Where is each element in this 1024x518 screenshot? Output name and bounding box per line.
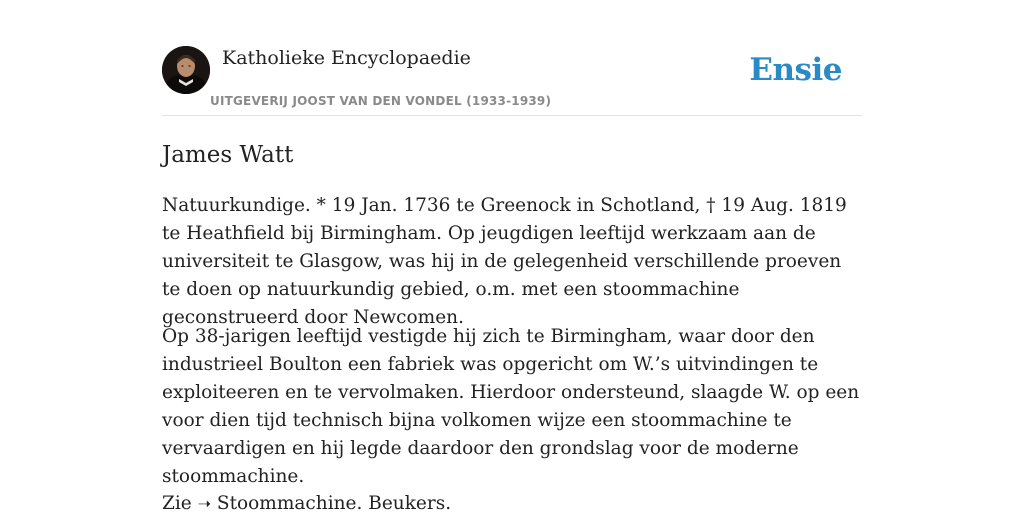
brand-logo[interactable]: Ensie	[749, 52, 842, 88]
portrait-icon	[162, 46, 210, 94]
entry-paragraph: Op 38-jarigen leeftijd vestigde hij zich te Birmingham, waar door den industrieel Boulton een fabriek was opgericht om W.’s uitvindingen te exploiteeren en te vervolmaken. Hierdoor ondersteund, slaagde W. op een voor dien tijd technisch bijna volkomen wijze een stoommachine te vervaardigen en hij legde daardoor den grondslag voor de moderne stoommachine.	[162, 326, 860, 487]
entry-paragraph: Natuurkundige. * 19 Jan. 1736 te Greenock in Schotland, † 19 Aug. 1819 te Heathfield bij Birmingham. Op jeugdigen leeftijd werkzaam aan de universiteit te Glasgow, was hij in de gelegenheid verschillende proeven te doen op natuurkundig gebied, o.m. met een stoommachine geconstrueerd door Newcomen.	[162, 195, 847, 328]
source-header	[162, 0, 862, 116]
source-avatar[interactable]	[162, 46, 210, 94]
see-also-prefix: Zie	[162, 493, 192, 514]
see-also-link[interactable]: Stoommachine	[216, 493, 357, 514]
see-also-suffix: . Beukers.	[356, 493, 452, 514]
source-subtitle: UITGEVERIJ JOOST VAN DEN VONDEL (1933-1939)	[210, 94, 552, 108]
arrow-right-icon: ➝	[197, 494, 212, 513]
source-title[interactable]: Katholieke Encyclopaedie	[222, 47, 471, 69]
see-also	[162, 490, 451, 518]
entry-title: James Watt	[162, 142, 294, 168]
page-container	[162, 0, 862, 514]
